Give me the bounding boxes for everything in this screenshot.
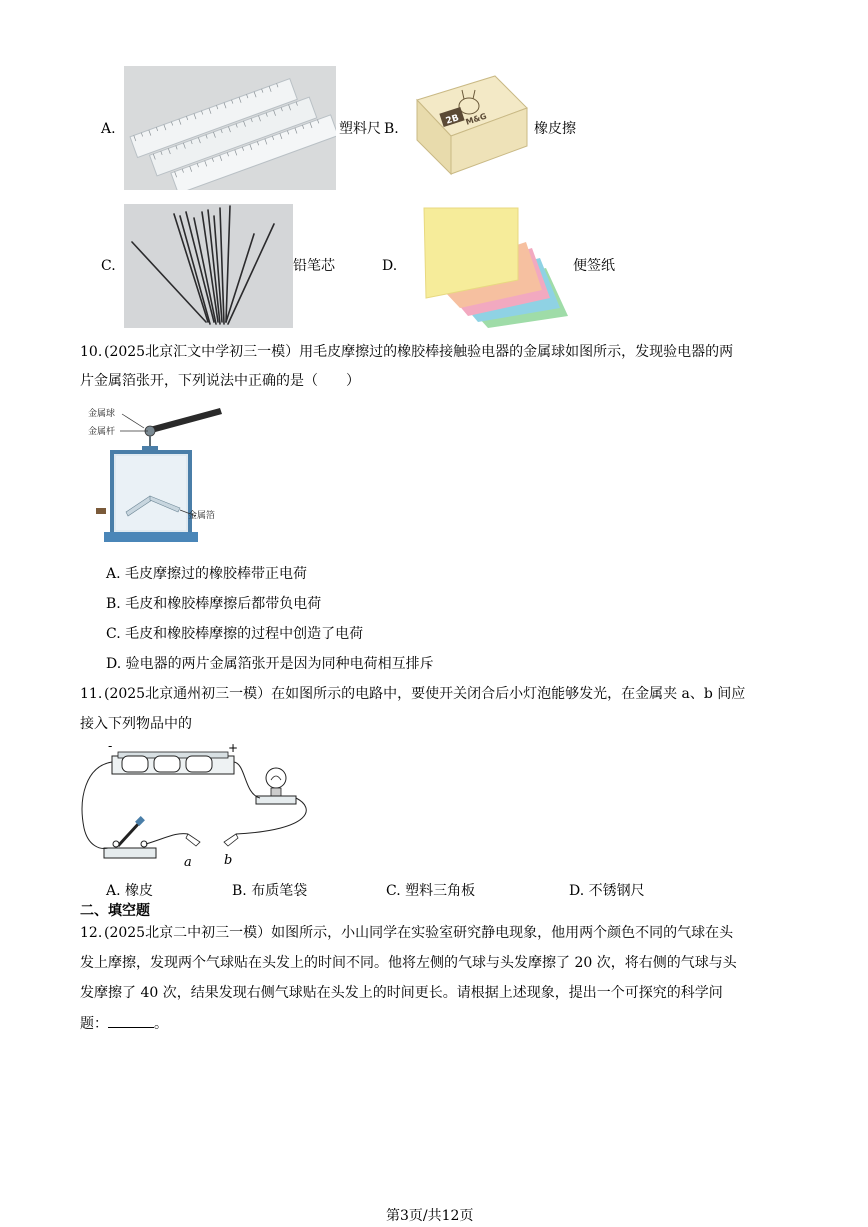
eraser-grade-mark: 2B (444, 113, 461, 127)
question-12-line3: 发摩擦了 40 次，结果发现右侧气球贴在头发上的时间更长。请根据上述现象，提出一个可探究的科学问 (80, 985, 723, 1001)
option-b-text: 橡皮擦 (534, 121, 576, 137)
question-10-option-d: D. 验电器的两片金属箔张开是因为同种电荷相互排斥 (106, 656, 434, 672)
question-12-line4-suffix: 。 (154, 1016, 168, 1032)
sticky-notes-photo (408, 204, 568, 328)
question-10-option-c: C. 毛皮和橡胶棒摩擦的过程中创造了电荷 (106, 626, 364, 642)
question-11-option-d: D. 不锈钢尺 (569, 883, 645, 899)
question-11-number: 11. (80, 686, 103, 702)
label-metal-ball: 金属球 (88, 409, 116, 419)
label-metal-foil: 金属箔 (188, 511, 216, 521)
section-title-fill-in: 二、填空题 (80, 903, 150, 919)
option-c-text: 铅笔芯 (293, 258, 335, 274)
question-10-stem-line2: 片金属箔张开，下列说法中正确的是（ ） (80, 373, 360, 389)
question-11-option-a: A. 橡皮 (106, 883, 154, 899)
battery-minus-sign: - (108, 739, 113, 753)
option-a-letter: A. (101, 121, 116, 137)
question-12-line4-prefix: 题： (80, 1016, 108, 1032)
question-10-option-b: B. 毛皮和橡胶棒摩擦后都带负电荷 (106, 596, 322, 612)
circuit-figure (76, 738, 320, 874)
label-metal-rod: 金属杆 (88, 427, 116, 437)
question-11-option-c: C. 塑料三角板 (386, 883, 476, 899)
clip-b-label: b (224, 853, 233, 868)
question-12-line2: 发上摩擦，发现两个气球贴在头发上的时间不同。他将左侧的气球与头发摩擦了 20 次，将右侧的气球与头 (80, 955, 737, 971)
question-10-option-a: A. 毛皮摩擦过的橡胶棒带正电荷 (106, 566, 308, 582)
eraser-photo (411, 70, 529, 180)
question-12-line1: (2025北京二中初三一模）如图所示，小山同学在实验室研究静电现象，他用两个颜色不同的气球在头 (104, 925, 734, 941)
question-10-stem-line1: (2025北京汇文中学初三一模）用毛皮摩擦过的橡胶棒接触验电器的金属球如图所示，发现验电器的两 (104, 344, 734, 360)
option-d-letter: D. (382, 258, 398, 274)
question-12-number: 12. (80, 925, 103, 941)
option-d-text: 便签纸 (573, 258, 615, 274)
answer-blank[interactable] (108, 1013, 154, 1028)
question-10-number: 10. (80, 344, 103, 360)
pencil-lead-photo (124, 204, 293, 328)
eraser-brand-mark: M&G (464, 111, 488, 127)
plastic-ruler-photo (124, 66, 336, 190)
electroscope-figure (86, 404, 226, 548)
option-a-text: 塑料尺 (339, 121, 381, 137)
battery-plus-sign: + (228, 741, 239, 755)
clip-a-label: a (184, 855, 192, 870)
question-11-stem-line2: 接入下列物品中的 (80, 716, 192, 732)
question-11-option-b: B. 布质笔袋 (232, 883, 308, 899)
question-12-line4 (80, 1013, 168, 1034)
question-11-stem-line1: (2025北京通州初三一模）在如图所示的电路中，要使开关闭合后小灯泡能够发光，在金属夹 a、b 间应 (104, 686, 746, 702)
page-number: 第3页/共12页 (386, 1208, 474, 1224)
option-b-letter: B. (384, 121, 399, 137)
option-c-letter: C. (101, 258, 116, 274)
